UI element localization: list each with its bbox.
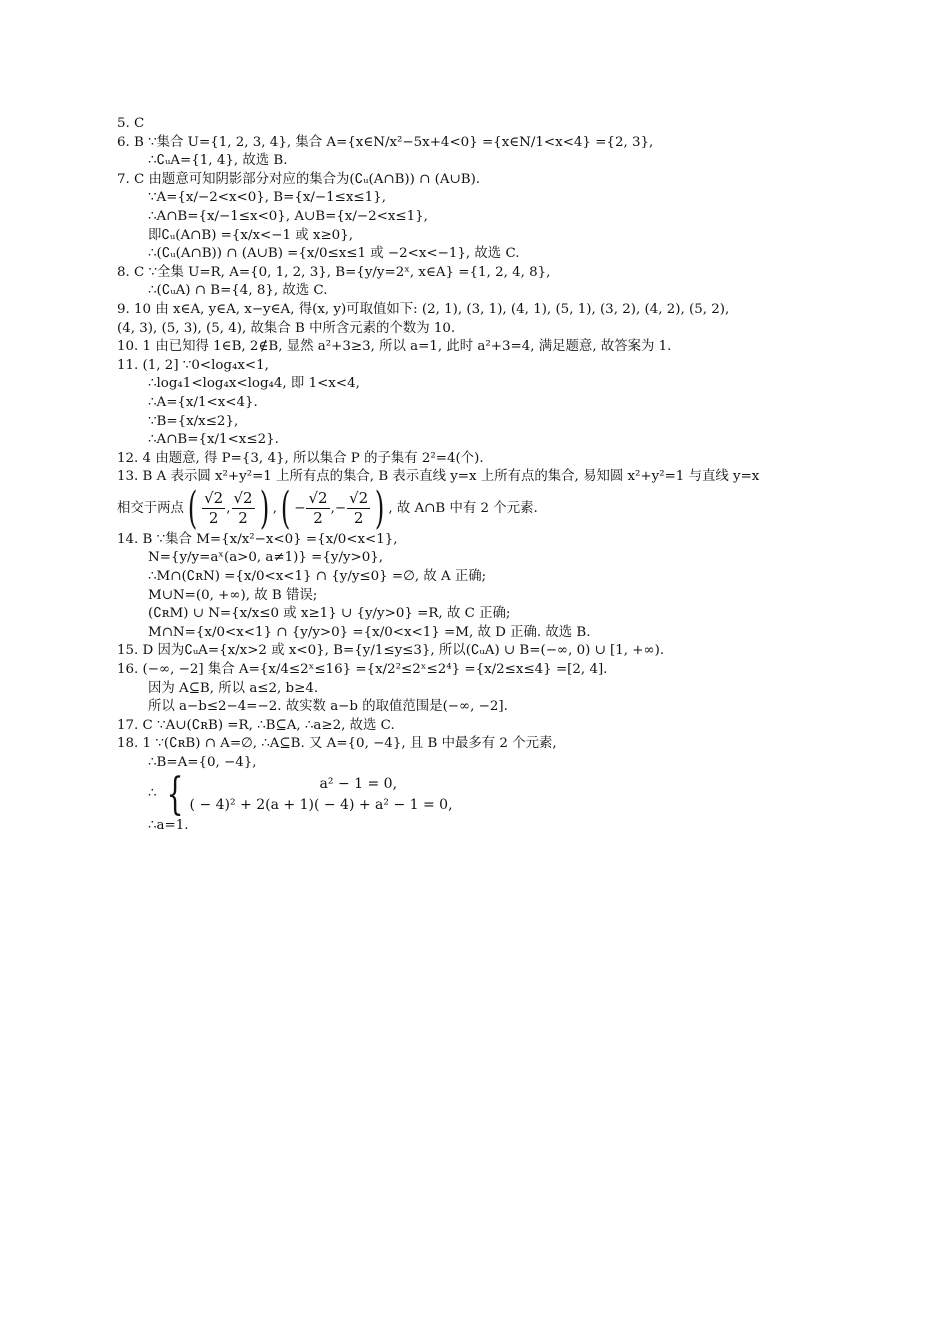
fraction-sqrt2-over-2: $\frac{√2}{2}$ [349, 489, 369, 528]
final-answer-line: ∴a=1. [148, 817, 189, 833]
answer-9-line-2: (4, 3), (5, 3), (5, 4), 故集合 B 中所含元素的个数为 10. [117, 320, 456, 336]
answer-15: 15. D 因为∁ᵤA={x/x>2 或 x<0}, B={y/1≤y≤3}, 所以(∁ᵤA) ∪ B=(−∞, 0) ∪ [1, +∞). [117, 643, 665, 659]
answer-6: 6. B ∵集合 U={1, 2, 3, 4}, 集合 A={x∈N/x²−5x+4<0} ={x∈N/1<x<4} ={2, 3}, [117, 134, 654, 150]
points-suffix: , 故 A∩B 中有 2 个元素. [388, 500, 538, 516]
answer-page [117, 115, 857, 835]
answer-7-line-5: ∴(∁ᵤ(A∩B)) ∩ (A∪B) ={x/0≤x≤1 或 −2<x<−1}, 故选 C. [148, 246, 520, 262]
left-brace: { [166, 768, 183, 820]
answer-16: 16. (−∞, −2] 集合 A={x/4≤2ˣ≤16} ={x/2²≤2ˣ≤2⁴} ={x/2≤x≤4} =[2, 4]. [117, 662, 608, 678]
left-paren: ( [187, 482, 198, 534]
right-paren: ) [375, 482, 385, 534]
answer-14-line-4: M∪N=(0, +∞), 故 B 错误; [148, 587, 318, 603]
answer-8-line-2: ∴(∁ᵤA) ∩ B={4, 8}, 故选 C. [148, 283, 328, 299]
answer-11-line-2: ∴log₄1<log₄x<log₄4, 即 1<x<4, [148, 376, 360, 392]
answer-18: 18. 1 ∵(∁ʀB) ∩ A=∅, ∴A⊆B. 又 A={0, −4}, 且 B 中最多有 2 个元素, [117, 736, 557, 752]
fraction-sqrt2-over-2: $\frac{√2}{2}$ [204, 489, 224, 528]
answer-13-points-line [117, 482, 857, 534]
answer-16-line-3: 所以 a−b≤2−4=−2. 故实数 a−b 的取值范围是(−∞, −2]. [148, 699, 508, 715]
comma: , [272, 500, 278, 516]
equation-system [117, 768, 857, 820]
answer-7-line-4: 即∁ᵤ(A∩B) ={x/x<−1 或 x≥0}, [148, 227, 353, 243]
answer-14-line-3: ∴M∩(∁ʀN) ={x/0<x<1} ∩ {y/y≤0} =∅, 故 A 正确; [148, 569, 487, 585]
comma: , [330, 500, 335, 516]
answer-11-line-5: ∴A∩B={x/1<x≤2}. [148, 432, 279, 448]
answer-16-line-2: 因为 A⊆B, 所以 a≤2, b≥4. [148, 680, 319, 696]
equation-2: ( − 4)² + 2(a + 1)( − 4) + a² − 1 = 0, [189, 796, 453, 813]
answer-5: 5. C [117, 116, 145, 131]
answer-11-line-3: ∴A={x/1<x<4}. [148, 394, 258, 410]
answer-7-line-3: ∴A∩B={x/−1≤x<0}, A∪B={x/−2<x≤1}, [148, 208, 428, 224]
answer-7-line-2: ∵A={x/−2<x<0}, B={x/−1≤x≤1}, [148, 190, 386, 206]
answer-17: 17. C ∵A∪(∁ʀB) =R, ∴B⊆A, ∴a≥2, 故选 C. [117, 717, 395, 733]
answer-18-line-2: ∴B=A={0, −4}, [148, 755, 257, 770]
answer-11: 11. (1, 2] ∵0<log₄x<1, [117, 357, 269, 373]
minus-sign: − [334, 500, 347, 516]
points-prefix: 相交于两点 [117, 500, 184, 516]
answer-12: 12. 4 由题意, 得 P={3, 4}, 所以集合 P 的子集有 2²=4(个). [117, 450, 484, 466]
answer-14-line-6: M∩N={x/0<x<1} ∩ {y/y>0} ={x/0<x<1} =M, 故 D 正确. 故选 B. [148, 624, 591, 640]
left-paren: ( [280, 482, 291, 534]
answer-13: 13. B A 表示圆 x²+y²=1 上所有点的集合, B 表示直线 y=x 上所有点的集合, 易知圆 x²+y²=1 与直线 y=x [117, 469, 760, 485]
answer-14-line-2: N={y/y=aˣ(a>0, a≠1)} ={y/y>0}, [148, 550, 384, 566]
answer-7: 7. C 由题意可知阴影部分对应的集合为(∁ᵤ(A∩B)) ∩ (A∪B). [117, 171, 481, 187]
answer-9: 9. 10 由 x∈A, y∈A, x−y∈A, 得(x, y)可取值如下: (2, 1), (3, 1), (4, 1), (5, 1), (3, 2), (4, 2), (5, 2), [117, 301, 730, 317]
right-paren: ) [259, 482, 269, 534]
answer-8: 8. C ∵全集 U=R, A={0, 1, 2, 3}, B={y/y=2ˣ, x∈A} ={1, 2, 4, 8}, [117, 264, 551, 280]
therefore-symbol: ∴ [148, 786, 157, 802]
equation-1: a² − 1 = 0, [319, 775, 398, 792]
fraction-sqrt2-over-2: $\frac{√2}{2}$ [308, 489, 328, 528]
comma: , [226, 500, 231, 516]
answer-14-line-5: (∁ʀM) ∪ N={x/x≤0 或 x≥1} ∪ {y/y>0} =R, 故 C 正确; [148, 606, 511, 622]
system-equations [190, 774, 453, 816]
answer-10: 10. 1 由已知得 1∈B, 2∉B, 显然 a²+3≥3, 所以 a=1, 此时 a²+3=4, 满足题意, 故答案为 1. [117, 339, 672, 355]
answer-6-line-2: ∴∁ᵤA={1, 4}, 故选 B. [148, 153, 288, 169]
fraction-sqrt2-over-2: $\frac{√2}{2}$ [233, 489, 253, 528]
answer-14: 14. B ∵集合 M={x/x²−x<0} ={x/0<x<1}, [117, 531, 398, 547]
answer-11-line-4: ∵B={x/x≤2}, [148, 413, 239, 429]
minus-sign: − [294, 500, 306, 516]
